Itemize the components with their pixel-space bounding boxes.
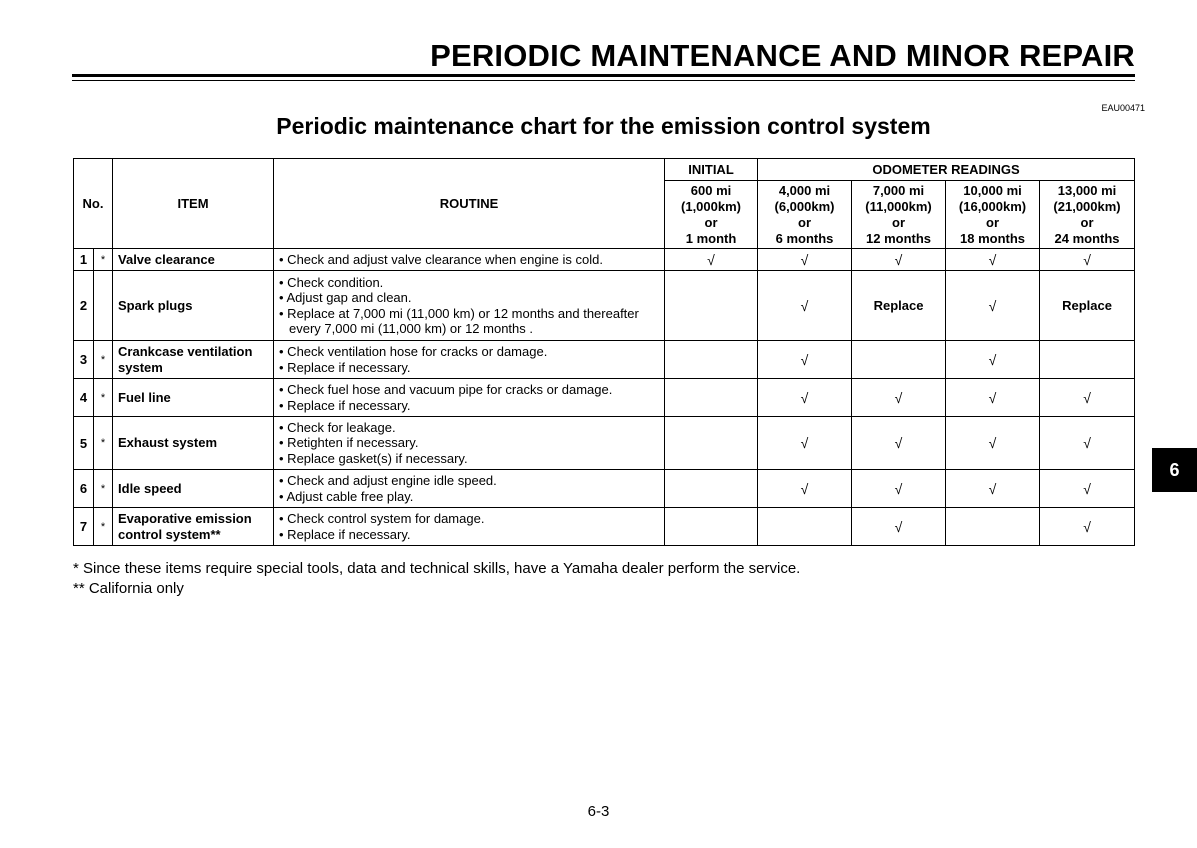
check-mark: √ <box>852 470 946 508</box>
dealer-asterisk: * <box>94 417 113 470</box>
routine-cell <box>274 379 665 417</box>
routine-cell <box>274 271 665 341</box>
check-mark: √ <box>1040 417 1135 470</box>
item-name: Valve clearance <box>113 249 274 271</box>
check-mark: √ <box>758 417 852 470</box>
header-odometer: ODOMETER READINGS <box>758 159 1135 181</box>
interval-time: 18 months <box>960 230 1026 246</box>
document-code: EAU00471 <box>1101 103 1145 113</box>
row-number: 4 <box>74 379 94 417</box>
interval-distance: 600 mi <box>690 182 732 198</box>
interval-header-1 <box>665 181 758 249</box>
item-name: Idle speed <box>113 470 274 508</box>
interval-cell <box>852 341 946 379</box>
routine-cell <box>274 341 665 379</box>
check-mark: √ <box>852 417 946 470</box>
interval-cell <box>758 508 852 546</box>
check-mark: √ <box>1040 379 1135 417</box>
check-mark: √ <box>1040 470 1135 508</box>
routine-cell <box>274 417 665 470</box>
interval-or: or <box>798 214 812 230</box>
interval-distance: 10,000 mi <box>963 182 1022 198</box>
interval-km: (6,000km) <box>774 198 835 214</box>
header-rule-thick <box>72 74 1135 77</box>
interval-km: (16,000km) <box>958 198 1027 214</box>
interval-time: 24 months <box>1054 230 1120 246</box>
dealer-asterisk: * <box>94 470 113 508</box>
table-row <box>74 417 1135 470</box>
interval-or: or <box>986 214 1000 230</box>
header-routine: ROUTINE <box>274 159 665 249</box>
interval-cell: Replace <box>852 271 946 341</box>
routine-line: • Check condition. <box>279 274 384 290</box>
maintenance-table <box>73 158 1135 546</box>
routine-line: • Check for leakage. <box>279 419 396 435</box>
dealer-asterisk <box>94 271 113 341</box>
footnote-special-tools: * Since these items require special tools, data and technical skills, have a Yamaha dealer perform the service. <box>73 560 801 577</box>
interval-distance: 13,000 mi <box>1057 182 1117 198</box>
interval-header-5 <box>1040 181 1135 249</box>
routine-line: • Adjust cable free play. <box>279 488 414 504</box>
header-initial: INITIAL <box>665 159 758 181</box>
interval-or: or <box>704 214 718 230</box>
routine-line: • Replace gasket(s) if necessary. <box>279 450 468 466</box>
row-number: 3 <box>74 341 94 379</box>
routine-cell <box>274 470 665 508</box>
interval-km: (21,000km) <box>1053 198 1121 214</box>
interval-km: (11,000km) <box>865 198 932 214</box>
header-no: No. <box>74 159 113 249</box>
row-number: 7 <box>74 508 94 546</box>
row-number: 5 <box>74 417 94 470</box>
check-mark: √ <box>946 341 1040 379</box>
table-body <box>74 249 1135 546</box>
interval-cell <box>1040 341 1135 379</box>
routine-line: • Replace at 7,000 mi (11,000 km) or 12 months and thereafter <box>279 305 639 321</box>
check-mark: √ <box>946 470 1040 508</box>
table-row <box>74 341 1135 379</box>
section-tab: 6 <box>1152 448 1197 492</box>
check-mark: √ <box>1040 508 1135 546</box>
item-name: Fuel line <box>113 379 274 417</box>
routine-line: • Adjust gap and clean. <box>279 290 412 305</box>
check-mark: √ <box>852 379 946 417</box>
item-name: Crankcase ventilation system <box>113 341 274 379</box>
row-number: 1 <box>74 249 94 271</box>
check-mark: √ <box>665 249 758 271</box>
interval-time: 6 months <box>775 230 834 246</box>
interval-header-3 <box>852 181 946 249</box>
interval-cell <box>946 508 1040 546</box>
routine-line: • Check and adjust valve clearance when engine is cold. <box>279 251 603 267</box>
dealer-asterisk: * <box>94 341 113 379</box>
interval-cell <box>665 470 758 508</box>
interval-distance: 4,000 mi <box>778 182 831 198</box>
item-name: Spark plugs <box>113 271 274 341</box>
footnote-california: ** California only <box>73 580 184 597</box>
check-mark: √ <box>758 379 852 417</box>
check-mark: √ <box>852 249 946 271</box>
table-row <box>74 379 1135 417</box>
item-name: Exhaust system <box>113 417 274 470</box>
interval-cell: Replace <box>1040 271 1135 341</box>
dealer-asterisk: * <box>94 379 113 417</box>
check-mark: √ <box>758 341 852 379</box>
interval-time: 12 months <box>866 230 932 246</box>
interval-header-4 <box>946 181 1040 249</box>
table-row <box>74 508 1135 546</box>
check-mark: √ <box>758 249 852 271</box>
check-mark: √ <box>852 508 946 546</box>
item-name: Evaporative emission control system** <box>113 508 274 546</box>
routine-line: • Check fuel hose and vacuum pipe for cracks or damage. <box>279 382 613 397</box>
table-row <box>74 271 1135 341</box>
routine-line: • Check ventilation hose for cracks or damage. <box>279 344 548 359</box>
interval-cell <box>665 417 758 470</box>
chart-title: Periodic maintenance chart for the emission control system <box>276 113 931 139</box>
page-number: 6-3 <box>587 803 610 820</box>
interval-cell <box>665 341 758 379</box>
header-item: ITEM <box>113 159 274 249</box>
routine-cell <box>274 249 665 271</box>
interval-header-2 <box>758 181 852 249</box>
routine-cell <box>274 508 665 546</box>
routine-line: • Retighten if necessary. <box>279 435 419 451</box>
interval-distance: 7,000 mi <box>872 182 925 198</box>
interval-cell <box>665 271 758 341</box>
row-number: 2 <box>74 271 94 341</box>
routine-line: • Replace if necessary. <box>279 526 411 542</box>
row-number: 6 <box>74 470 94 508</box>
routine-line: • Check control system for damage. <box>279 511 485 526</box>
check-mark: √ <box>1040 249 1135 271</box>
check-mark: √ <box>758 271 852 341</box>
header-rule-thin <box>72 80 1135 81</box>
routine-line: • Replace if necessary. <box>279 359 411 375</box>
interval-time: 1 month <box>685 230 737 246</box>
interval-km: (1,000km) <box>681 198 741 214</box>
table-row <box>74 249 1135 271</box>
table-row <box>74 470 1135 508</box>
interval-cell <box>665 379 758 417</box>
routine-line: • Replace if necessary. <box>279 397 411 413</box>
routine-line: every 7,000 mi (11,000 km) or 12 months . <box>289 321 533 336</box>
interval-or: or <box>892 214 906 230</box>
check-mark: √ <box>758 470 852 508</box>
check-mark: √ <box>946 271 1040 341</box>
page-header-title: PERIODIC MAINTENANCE AND MINOR REPAIR <box>430 38 1135 73</box>
interval-or: or <box>1080 214 1094 230</box>
check-mark: √ <box>946 249 1040 271</box>
check-mark: √ <box>946 379 1040 417</box>
routine-line: • Check and adjust engine idle speed. <box>279 473 497 488</box>
dealer-asterisk: * <box>94 508 113 546</box>
interval-cell <box>665 508 758 546</box>
check-mark: √ <box>946 417 1040 470</box>
dealer-asterisk: * <box>94 249 113 271</box>
